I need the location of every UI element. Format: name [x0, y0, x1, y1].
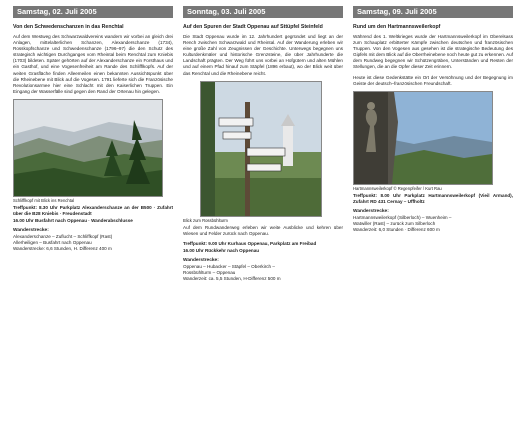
- date-header: Sonntag, 03. Juli 2005: [183, 6, 343, 18]
- hike-description: Während des 1. Weltkrieges wurde der Hartmannsweilerkopf im Oberelsass zum Schauplatz erbitterter Kämpfe zwischen deutschen und französischen Truppen. Von den Vogesen aus gesehen ist die strategische Bedeutung des Gipfels mit dem Blick auf die Oberrheinebene noch heute gut zu erkennen. Auf dem Rundweg begegnen wir Schützengräben, Unterständen und Resten der Stellungen, die an die Opfer dieser Zeit erinnern.: [353, 34, 513, 70]
- end-time: 16.00 Uhr Busfahrt nach Oppenau · Wanderabschlusse: [13, 218, 133, 224]
- date-header: Samstag, 09. Juli 2005: [353, 6, 513, 18]
- monument-photo: [353, 91, 493, 185]
- route-distance: Wanderzeit: 6,0 Stunden · Differenz 600 m: [353, 226, 440, 232]
- photo-caption: Hartmannsweilerkopf © Regenpfeifer / Kurt Rau: [353, 185, 442, 191]
- hike-title: Rund um den Hartmannsweilerkopf: [353, 24, 441, 30]
- column-2: [183, 6, 343, 282]
- column-1: [13, 6, 173, 252]
- signpost-photo: [200, 81, 322, 217]
- route-distance: Wanderzeit: ca. 5,5 Stunden, H-Differenz 500 m: [183, 276, 281, 282]
- hike-description-2: Heute ist diese Gedenkstätte ein Ort der Versöhnung und der Begegnung im Geiste der deutsch–französischen Freundschaft.: [353, 74, 513, 86]
- route-distance: Wanderstrecke: 6,6 Stunden, H. Differenz 400 m: [13, 246, 112, 252]
- route-label: Wanderstrecke:: [353, 208, 389, 214]
- route-label: Wanderstrecke:: [183, 258, 219, 264]
- route-line-2: Watwiller (Rast) – zurück zum Silberloch: [353, 220, 436, 226]
- meeting-point: Treffpunkt: 9.00 Uhr Kurhaus Oppenau, Parkplatz am Freibad: [183, 240, 317, 246]
- photo-caption: Blick zum Rossbühlturm: [183, 217, 228, 223]
- end-time: 16.00 Uhr Rückkehr nach Oppenau: [183, 247, 260, 253]
- date-header: Samstag, 02. Juli 2005: [13, 6, 173, 18]
- route-line-2: Allerheiligen – Busfahrt nach Oppenau: [13, 240, 92, 246]
- meeting-point: Treffpunkt: 8.30 Uhr Parkplatz Alexanderschanze an der B500 · Zufahrt über die B28 Kniebis · Freudenstadt: [13, 204, 173, 217]
- route-line-1: Alexanderschanze – Zuflucht – Schliffkopf (Rast): [13, 234, 113, 240]
- route-note: Auf dem Rundwanderweg erleben wir weite Ausblicke und kehren über Wiesen und Felder zurück nach Oppenau.: [183, 224, 343, 236]
- photo-caption: Schlifflkopf mit Blick ins Renchtal: [13, 197, 75, 203]
- route-line-1: Oppenau – Hubacker – Stäpfel – Oberkirch –: [183, 264, 275, 270]
- hike-description: Auf dem Westweg des Schwarzwaldvereins wandern wir vorbei an gleich drei Anlagen, mittelalterlichen Schanzen, Alexanderschanze (1734), Rosskopfschanze und Schwedenschanze (1796–97) die den Schutz des strategisch wichtigen Durchganges vom Rheintal beim Renchtal zum Kniebis (1703) bildeten. Später gehörten auf der Alexanderschanze ein Forsthaus und ein Gasthof, und eine Vogesenfreiheit am Rande des Schlifflkopfs. Auf der weiten Grasfläche finden Alleemeilen einen bekannten Aussichtspunkt über die Rheinebene mit Blick auf die Vogesen. 1791 lieferte sich die Französische Revolutionsarmee hier eine Schlacht mit den Kaiserlichen Truppen. Ein Eingang der Wasserfälle sind gegen den Rand der Ortenau hin gelegen.: [13, 34, 173, 94]
- route-line-2: Rossbühlturm – Oppenau: [183, 270, 236, 276]
- landscape-photo: [13, 99, 163, 197]
- hike-title: Auf den Spuren der Stadt Oppenau auf Sttüpfel Steinfeld: [183, 24, 323, 30]
- meeting-point: Treffpunkt: 8.00 Uhr Parkplatz Hartmannsweilerkopf (Vieil Armand), Zufahrt RD 431 Cernay – Uffholtz: [353, 192, 513, 204]
- hike-title: Von den Schwedenschanzen in das Renchtal: [13, 24, 124, 30]
- route-line-1: Hartmannsweilerkopf (Silberloch) – Wuenheim –: [353, 214, 452, 220]
- hike-description: Die Stadt Oppenau wurde im 12. Jahrhundert gegründet und liegt an der Rench zwischen Schwarzwald und Rheintal. Auf der Wanderung erleben wir eine große Zahl von Zeugnissen der Geschichte. Unterwegs begegnen uns Kulturdenkmäler und historische Grenzsteine, die über Jahrhunderte die Landschaft prägten. Der Weg führt uns vorbei an Hofgütern und alten Mühlen und auf einem Pfad hinauf zum Stäpfel (1896 erbaut), wo der Blick weit über das Renchtal und die Rheinebene reicht.: [183, 34, 343, 76]
- column-3: [353, 6, 513, 233]
- route-label: Wanderstrecke:: [13, 228, 49, 234]
